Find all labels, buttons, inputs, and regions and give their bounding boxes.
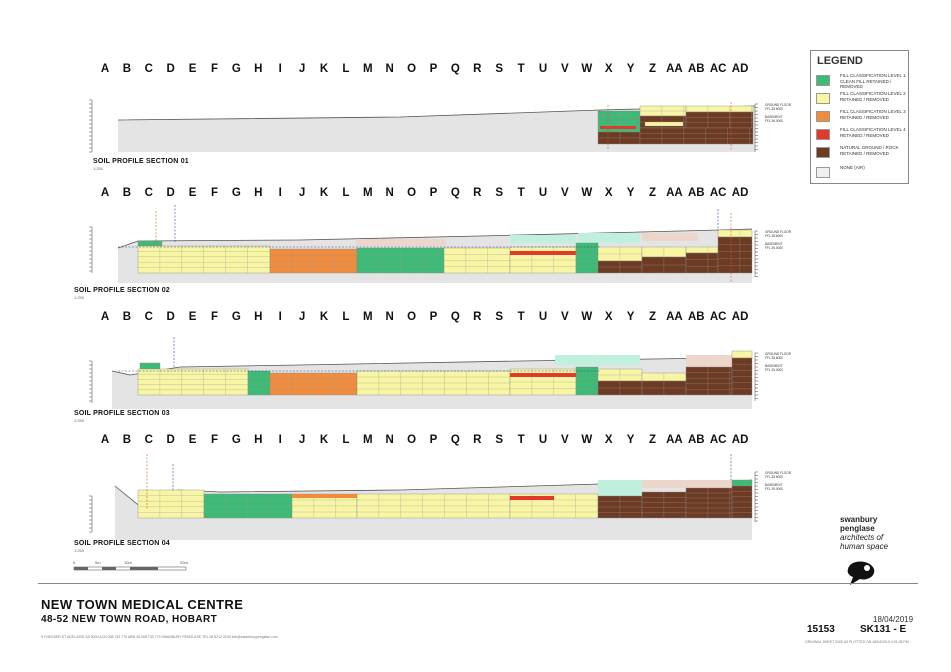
column-label: AD	[731, 311, 749, 323]
section-scale: 1:250	[74, 418, 85, 423]
column-label: X	[604, 187, 613, 199]
scale-tick-label: 10m	[124, 560, 132, 565]
title-block	[38, 583, 918, 669]
column-label: B	[122, 311, 132, 323]
legend-item	[816, 109, 906, 125]
column-label: P	[429, 311, 438, 323]
legend-swatch	[816, 111, 830, 122]
soil-block	[686, 253, 718, 273]
scale-tick-label: 5m	[95, 560, 101, 565]
column-label: T	[517, 187, 525, 199]
column-label: F	[210, 63, 219, 75]
level-label: FFL 38.6000	[765, 356, 783, 360]
legend-label: NATURAL GROUND / ROCK RETAINED / REMOVED	[840, 145, 899, 156]
column-label: B	[122, 434, 132, 446]
legend-label: FILL CLASSIFICATION LEVEL 3 RETAINED / REMOVED	[840, 109, 906, 120]
level-label: FFL 35.0000	[765, 368, 783, 372]
column-label: I	[278, 63, 282, 75]
section-title: SOIL PROFILE SECTION 04	[74, 540, 170, 547]
column-label: Q	[450, 311, 460, 323]
column-label: T	[517, 434, 525, 446]
column-label: Y	[626, 187, 635, 199]
column-label: D	[166, 187, 175, 199]
column-label: B	[122, 63, 132, 75]
column-label: R	[473, 63, 482, 75]
legend-label: FILL CLASSIFICATION LEVEL 1 CLEAN FILL RETAINED / REMOVED	[840, 73, 906, 89]
column-label: AC	[709, 187, 727, 199]
legend-swatch	[816, 93, 830, 104]
column-label: Y	[626, 63, 635, 75]
column-label: Y	[626, 434, 635, 446]
column-label: AA	[666, 434, 683, 446]
column-label: N	[385, 63, 394, 75]
column-label: L	[342, 187, 350, 199]
column-label: AC	[709, 63, 727, 75]
column-grid-row	[0, 311, 951, 327]
column-label: W	[581, 311, 593, 323]
column-label: J	[298, 63, 306, 75]
logo-text: human space	[840, 542, 889, 551]
column-label: E	[188, 63, 197, 75]
legend-item	[816, 127, 906, 143]
soil-block	[686, 112, 753, 128]
column-label: R	[473, 311, 482, 323]
column-label: Z	[648, 434, 657, 446]
soil-profile-drawing	[0, 450, 800, 542]
soil-block	[510, 251, 576, 255]
legend-swatch	[816, 167, 830, 178]
soil-block	[576, 243, 598, 273]
pale-block	[578, 233, 640, 243]
scale-bar-graphic	[72, 565, 192, 573]
column-label: W	[581, 63, 593, 75]
column-label: U	[538, 311, 548, 323]
level-label: FFL 38.6000	[765, 475, 783, 479]
column-label: S	[495, 63, 504, 75]
column-label: N	[385, 187, 394, 199]
legend-swatch	[816, 147, 830, 158]
column-label: Z	[648, 63, 657, 75]
column-label: G	[231, 63, 241, 75]
scale-tick-label: 20m	[180, 560, 188, 565]
column-label: E	[188, 434, 197, 446]
soil-profile-drawing	[0, 327, 800, 413]
column-label: J	[298, 434, 306, 446]
level-label: BASEMENT	[765, 364, 783, 368]
level-label: FFL 36.0000	[765, 119, 783, 123]
column-label: S	[495, 311, 504, 323]
column-label: I	[278, 434, 282, 446]
column-label: Q	[450, 63, 460, 75]
column-label: AD	[731, 187, 749, 199]
column-label: Q	[450, 434, 460, 446]
pale-block	[510, 235, 576, 243]
column-label: E	[188, 311, 197, 323]
column-label: AA	[666, 311, 683, 323]
column-label: A	[100, 311, 110, 323]
column-label: Z	[648, 311, 657, 323]
logo-text: penglase	[840, 524, 875, 533]
column-label: N	[385, 311, 394, 323]
column-label: R	[473, 434, 482, 446]
project-address: 48-52 NEW TOWN ROAD, HOBART	[41, 614, 218, 625]
plot-info: ORIGINAL SHEET SIZE A3 PLOTTED ON 18/04/2019 3:01:28 PM	[805, 640, 909, 644]
column-label: U	[538, 187, 548, 199]
soil-block	[718, 230, 752, 237]
column-label: I	[278, 311, 282, 323]
column-label: C	[144, 434, 153, 446]
soil-block	[510, 496, 554, 500]
column-label: O	[407, 311, 417, 323]
column-label: F	[210, 187, 219, 199]
column-label: AB	[687, 434, 705, 446]
level-label: FFL 38.6000	[765, 234, 783, 238]
column-label: U	[538, 434, 548, 446]
column-label: C	[144, 311, 153, 323]
column-label: H	[254, 63, 263, 75]
column-label: AA	[666, 63, 683, 75]
column-label: AB	[687, 311, 705, 323]
column-label: J	[298, 311, 306, 323]
soil-block	[686, 367, 732, 395]
soil-block	[600, 126, 636, 129]
column-label: R	[473, 187, 482, 199]
column-label: AC	[709, 434, 727, 446]
legend-item	[816, 73, 906, 89]
column-label: M	[363, 311, 373, 323]
column-grid-row	[0, 434, 951, 450]
column-label: G	[231, 311, 241, 323]
column-label: AD	[731, 434, 749, 446]
column-label: M	[363, 434, 373, 446]
legend-swatch	[816, 129, 830, 140]
column-label: N	[385, 434, 394, 446]
level-label: BASEMENT	[765, 115, 783, 119]
column-label: I	[278, 187, 282, 199]
column-label: H	[254, 434, 263, 446]
level-label: BASEMENT	[765, 483, 783, 487]
soil-block	[292, 494, 357, 498]
level-label: GROUND FLOOR	[765, 471, 792, 475]
legend-item	[816, 145, 906, 161]
legend-item	[816, 165, 906, 181]
soil-block	[138, 241, 162, 246]
column-label: P	[429, 187, 438, 199]
column-label: M	[363, 63, 373, 75]
pale-block	[642, 233, 698, 241]
column-label: A	[100, 63, 110, 75]
column-grid-row	[0, 187, 951, 203]
column-label: L	[342, 434, 350, 446]
column-label: S	[495, 434, 504, 446]
column-label: S	[495, 187, 504, 199]
level-label: GROUND FLOOR	[765, 230, 792, 234]
column-label: O	[407, 63, 417, 75]
column-label: Z	[648, 187, 657, 199]
column-label: V	[561, 311, 569, 323]
logo-text: swanbury	[840, 515, 878, 524]
column-label: H	[254, 187, 263, 199]
section-scale: 1:250	[74, 548, 85, 553]
drawing-date: 18/04/2019	[873, 615, 914, 624]
column-label: L	[342, 311, 350, 323]
column-label: M	[363, 187, 373, 199]
section-scale: 1:250	[93, 166, 104, 171]
soil-block	[686, 106, 753, 112]
column-label: G	[231, 434, 241, 446]
section-title: SOIL PROFILE SECTION 03	[74, 410, 170, 417]
column-label: W	[581, 187, 593, 199]
column-label: D	[166, 434, 175, 446]
level-label: GROUND FLOOR	[765, 352, 792, 356]
legend-label: FILL CLASSIFICATION LEVEL 4 RETAINED / REMOVED	[840, 127, 906, 138]
pale-block	[598, 480, 642, 496]
column-label: K	[319, 63, 329, 75]
soil-block	[138, 369, 248, 395]
column-label: A	[100, 434, 110, 446]
legend-panel	[810, 50, 909, 184]
column-label: Y	[626, 311, 635, 323]
column-label: AB	[687, 187, 705, 199]
legend-title: LEGEND	[817, 55, 863, 67]
column-label: D	[166, 63, 175, 75]
legend-item	[816, 91, 906, 107]
soil-profile-drawing	[0, 203, 800, 288]
column-label: J	[298, 187, 306, 199]
column-label: A	[100, 187, 110, 199]
legend-label: FILL CLASSIFICATION LEVEL 2 RETAINED / REMOVED	[840, 91, 906, 102]
column-label: AD	[731, 63, 749, 75]
scale-tick-label: 0	[73, 560, 76, 565]
column-label: B	[122, 187, 132, 199]
column-label: E	[188, 187, 197, 199]
column-label: O	[407, 434, 417, 446]
level-label: GROUND FLOOR	[765, 103, 792, 107]
logo-text: architects of	[840, 533, 884, 542]
column-label: L	[342, 63, 350, 75]
soil-block	[686, 247, 718, 253]
soil-profile-drawing	[0, 80, 800, 160]
column-label: X	[604, 434, 613, 446]
pale-block	[356, 239, 446, 246]
soil-block	[732, 480, 752, 486]
column-label: X	[604, 63, 613, 75]
column-label: C	[144, 63, 153, 75]
column-label: O	[407, 187, 417, 199]
architect-logo	[840, 515, 920, 592]
column-label: W	[581, 434, 593, 446]
column-label: V	[561, 63, 569, 75]
column-label: P	[429, 63, 438, 75]
column-label: H	[254, 311, 263, 323]
soil-block	[640, 128, 753, 144]
column-label: T	[517, 311, 525, 323]
pale-block	[642, 480, 732, 488]
column-label: AC	[709, 311, 727, 323]
column-label: U	[538, 63, 548, 75]
column-label: Q	[450, 187, 460, 199]
level-label: FFL 38.6000	[765, 107, 783, 111]
column-label: G	[231, 187, 241, 199]
soil-block	[732, 351, 752, 358]
sheet-number: SK131 - E	[860, 624, 907, 635]
section-title: SOIL PROFILE SECTION 01	[93, 158, 189, 165]
column-label: C	[144, 187, 153, 199]
section-title: SOIL PROFILE SECTION 02	[74, 287, 170, 294]
column-label: K	[319, 311, 329, 323]
level-label: FFL 35.0000	[765, 487, 783, 491]
legend-label: NONE (AIR)	[840, 165, 865, 170]
column-label: F	[210, 434, 219, 446]
level-label: FFL 35.0000	[765, 246, 783, 250]
level-label: BASEMENT	[765, 242, 783, 246]
column-label: F	[210, 311, 219, 323]
column-label: T	[517, 63, 525, 75]
column-label: X	[604, 311, 613, 323]
soil-block	[138, 490, 204, 518]
soil-block	[718, 237, 752, 273]
pale-block	[555, 355, 640, 365]
section-scale: 1:250	[74, 295, 85, 300]
column-label: AA	[666, 187, 683, 199]
column-label: AB	[687, 63, 705, 75]
column-label: K	[319, 434, 329, 446]
legend-swatch	[816, 75, 830, 86]
soil-block	[510, 373, 576, 377]
column-label: V	[561, 434, 569, 446]
column-label: K	[319, 187, 329, 199]
project-title: NEW TOWN MEDICAL CENTRE	[41, 597, 244, 612]
soil-block	[140, 363, 160, 369]
column-label: V	[561, 187, 569, 199]
column-label: D	[166, 311, 175, 323]
soil-block	[138, 246, 270, 273]
soil-block	[645, 122, 683, 126]
firm-contact: 9 CHESSER ST ADELAIDE SA 5000 ACN 008 733 779 ABN 26 008 733 779 SWANBURY PENGLASE TEL 08 8212 2100 info@swanburypenglase.com	[41, 635, 278, 639]
column-label: P	[429, 434, 438, 446]
project-number: 15153	[807, 624, 835, 635]
column-grid-row	[0, 63, 951, 79]
